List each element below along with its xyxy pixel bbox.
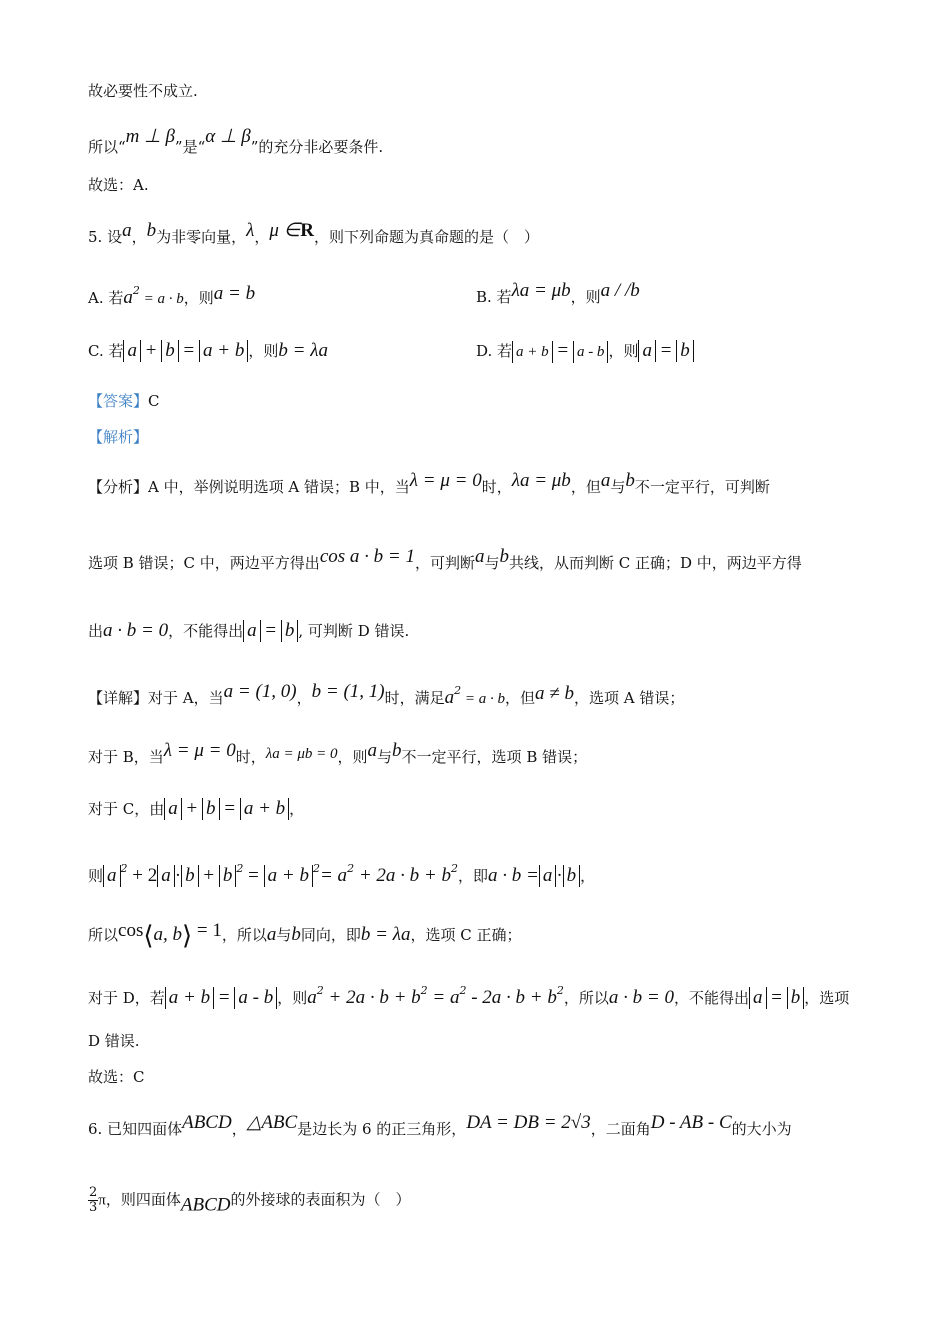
- math: λa = μb: [511, 470, 571, 491]
- math: =: [660, 340, 672, 361]
- math: a ≠ b: [535, 683, 574, 704]
- text: ”的充分非必要条件.: [250, 138, 384, 156]
- math: λ = μ = 0: [409, 470, 482, 491]
- conclusion-line: [88, 126, 383, 158]
- text: 6. 已知四面体: [88, 1120, 183, 1138]
- fraction: [88, 1186, 98, 1215]
- text: ，即: [457, 867, 488, 885]
- text: 时，: [235, 748, 266, 766]
- exponent: 2: [120, 862, 128, 875]
- text: ，选项 C 正确；: [410, 926, 522, 944]
- math: + 2a · b + b: [323, 987, 421, 1008]
- math: a: [749, 987, 767, 1009]
- text: A 中，举例说明选项 A 错误；B 中，当: [148, 478, 410, 496]
- math: b: [291, 924, 301, 945]
- math: b: [563, 865, 581, 887]
- math: a · b = 0: [103, 620, 169, 641]
- math: = a · b: [139, 291, 184, 307]
- math: a - b: [234, 987, 277, 1009]
- text: ，则: [277, 989, 308, 1007]
- math: a: [243, 620, 261, 642]
- math: △ABC: [246, 1112, 298, 1133]
- text: 时，: [481, 478, 512, 496]
- math: a: [103, 865, 121, 887]
- math: + 2a · b + b: [354, 865, 451, 886]
- detail-line: [88, 920, 522, 951]
- math: D - AB - C: [650, 1112, 732, 1133]
- text: 为非零向量，: [156, 228, 247, 246]
- text: ，二面角: [590, 1120, 651, 1138]
- text: ，选项: [804, 989, 850, 1007]
- text: ，不能得出: [168, 622, 244, 640]
- text-line: 故必要性不成立.: [88, 82, 198, 100]
- text: ，则: [570, 288, 601, 306]
- math: = 1: [192, 920, 222, 941]
- math: R: [300, 220, 314, 241]
- math: b: [161, 340, 179, 362]
- math: ·: [174, 865, 182, 886]
- exponent: 2: [132, 284, 140, 297]
- text: ，: [131, 228, 147, 246]
- text: 则: [88, 867, 104, 885]
- question-number: 5. 设: [88, 228, 123, 246]
- text: 与: [276, 926, 292, 944]
- math: b: [676, 340, 694, 362]
- math: μ ∈: [269, 220, 301, 241]
- text: 与: [377, 748, 393, 766]
- text: ，不能得出: [673, 989, 749, 1007]
- option-d: [476, 340, 694, 363]
- math: b: [281, 620, 299, 642]
- answer-line: [88, 390, 160, 412]
- text-line: D 错误.: [88, 1032, 140, 1050]
- question-6-stem-cont: [88, 1186, 411, 1217]
- math: b: [219, 865, 237, 887]
- math: b: [625, 470, 635, 491]
- text: ，则: [337, 748, 368, 766]
- math: a: [539, 865, 557, 887]
- text: ，则下列命题为真命题的是（ ）: [313, 228, 539, 246]
- math: α ⊥ β: [205, 126, 251, 147]
- math: a: [123, 340, 141, 362]
- math: - 2a · b + b: [466, 987, 557, 1008]
- text-line: 故选：A.: [88, 176, 149, 194]
- text: ，但: [570, 478, 601, 496]
- text: 的外接球的表面积为（ ）: [230, 1190, 411, 1209]
- math: +: [203, 865, 215, 886]
- text: 是边长为 6 的正三角形，: [297, 1120, 467, 1138]
- exponent: 2: [236, 862, 244, 875]
- math: λ = μ = 0: [163, 740, 236, 761]
- math: ABCD: [182, 1112, 232, 1133]
- math: a + b: [264, 865, 313, 887]
- math: m ⊥ β: [125, 126, 175, 147]
- text: ，则四面体: [105, 1190, 181, 1209]
- text: 所以: [88, 926, 119, 944]
- math: a + b: [240, 798, 289, 820]
- math: =: [265, 620, 277, 641]
- math: π: [98, 1192, 106, 1209]
- exponent: 2: [312, 862, 320, 875]
- text: ，则: [248, 342, 279, 360]
- exponent: 2: [556, 984, 564, 997]
- math: =: [224, 798, 236, 819]
- text: 不一定平行，可判断: [634, 478, 770, 496]
- text: ，可判断: [414, 554, 475, 572]
- math: λ: [246, 220, 255, 241]
- text: 对于 A，当: [148, 689, 224, 707]
- section-tag: 【分析】: [88, 478, 149, 496]
- math: a + b: [199, 340, 248, 362]
- math: +: [186, 798, 198, 819]
- math: a: [600, 470, 611, 491]
- text: , 可判断 D 错误.: [298, 622, 410, 640]
- math: = a: [427, 987, 460, 1008]
- text: 对于 C，由: [88, 800, 165, 818]
- text-line: 故选：C: [88, 1068, 145, 1086]
- detail-line: [88, 740, 587, 768]
- text: 不一定平行，选项 B 错误；: [401, 748, 588, 766]
- text: ，选项 A 错误；: [573, 689, 685, 707]
- math: b: [202, 798, 220, 820]
- option-a: [88, 280, 255, 310]
- exponent: 2: [420, 984, 428, 997]
- math: b = λa: [360, 924, 411, 945]
- math: DA = DB = 2√3: [466, 1112, 591, 1133]
- math: ABCD: [180, 1194, 231, 1216]
- math: a = (1, 0): [223, 681, 297, 702]
- text: ，: [580, 867, 596, 885]
- math: b: [146, 220, 157, 241]
- math: cos a · b = 1: [319, 546, 415, 567]
- option-label: B. 若: [476, 288, 512, 306]
- math: b = λa: [278, 340, 328, 361]
- math: a: [307, 987, 317, 1008]
- exponent: 2: [454, 684, 462, 697]
- text: ，: [254, 228, 270, 246]
- exponent: 2: [459, 984, 467, 997]
- text: 所以“: [88, 138, 126, 156]
- text: ，所以: [563, 989, 609, 1007]
- math: a, b: [153, 924, 182, 945]
- math: a: [638, 340, 656, 362]
- text: 与: [610, 478, 626, 496]
- text: 同向，即: [300, 926, 361, 944]
- analysis-line: [88, 620, 409, 642]
- exponent: 2: [450, 862, 458, 875]
- math: =: [557, 340, 569, 361]
- detail-line: [88, 858, 595, 887]
- text: ，: [296, 689, 312, 707]
- math: a · b =: [487, 865, 539, 886]
- math: cos: [118, 920, 144, 941]
- text: ”是“: [174, 138, 206, 156]
- math: b = (1, 1): [311, 681, 385, 702]
- math: a: [367, 740, 378, 761]
- text: 对于 D，若: [88, 989, 165, 1007]
- math: = a · b: [461, 691, 505, 707]
- exponent: 2: [347, 862, 355, 875]
- answer-value: C: [148, 392, 160, 410]
- math: λa = μb: [511, 280, 571, 301]
- math: a / /b: [600, 280, 640, 301]
- math: b: [181, 865, 199, 887]
- math: a + b: [165, 987, 214, 1009]
- math: a: [157, 865, 175, 887]
- math: b: [787, 987, 805, 1009]
- denominator: 3: [89, 1200, 98, 1215]
- math: a: [123, 287, 133, 308]
- answer-tag: 【答案】: [88, 392, 149, 410]
- math: =: [248, 865, 259, 886]
- math: = a: [319, 865, 348, 886]
- math: b: [392, 740, 402, 761]
- text: 时，满足: [384, 689, 445, 707]
- option-b: [476, 280, 640, 308]
- math: ·: [556, 865, 563, 886]
- text: 对于 B，当: [88, 748, 164, 766]
- math: λa = μb = 0: [265, 746, 338, 762]
- math: a · b = 0: [608, 987, 674, 1008]
- math: a = b: [213, 283, 256, 304]
- math: =: [771, 987, 782, 1008]
- option-label: A. 若: [88, 289, 124, 307]
- math: ⟩: [182, 921, 193, 951]
- math: a + b: [512, 341, 553, 363]
- math: a: [474, 546, 485, 567]
- math: =: [183, 340, 195, 361]
- text: ，: [289, 800, 305, 818]
- question-6-stem: [88, 1112, 792, 1140]
- text: 出: [88, 622, 104, 640]
- math: +: [145, 340, 157, 361]
- text: 共线，从而判断 C 正确；D 中，两边平方得: [509, 554, 802, 572]
- option-label: C. 若: [88, 342, 124, 360]
- analysis-line: [88, 546, 802, 574]
- section-tag: 【详解】: [88, 689, 149, 707]
- question-5-stem: [88, 220, 539, 248]
- text: 选项 B 错误；C 中，两边平方得出: [88, 554, 320, 572]
- option-label: D. 若: [476, 342, 513, 360]
- math: =: [218, 987, 230, 1008]
- option-c: [88, 340, 328, 362]
- text: ，但: [505, 689, 536, 707]
- math: a: [164, 798, 182, 820]
- math: b: [499, 546, 509, 567]
- math: a: [444, 687, 455, 708]
- text: ，则: [608, 342, 639, 360]
- detail-line: [88, 680, 684, 710]
- analysis-tag: 【解析】: [88, 428, 149, 446]
- text: 的大小为: [731, 1120, 792, 1138]
- text: 与: [484, 554, 500, 572]
- math: a: [266, 924, 277, 945]
- analysis-line: [88, 470, 770, 498]
- text: ，则: [183, 289, 214, 307]
- math: + 2: [132, 865, 158, 886]
- math: ⟨: [143, 921, 154, 951]
- exponent: 2: [316, 984, 324, 997]
- detail-line: [88, 980, 849, 1009]
- detail-line: [88, 798, 304, 820]
- math: a: [122, 220, 132, 241]
- text: ，: [231, 1120, 247, 1138]
- math: a - b: [573, 341, 609, 363]
- analysis-heading: [88, 426, 148, 448]
- text: ，所以: [221, 926, 267, 944]
- numerator: 2: [89, 1185, 98, 1200]
